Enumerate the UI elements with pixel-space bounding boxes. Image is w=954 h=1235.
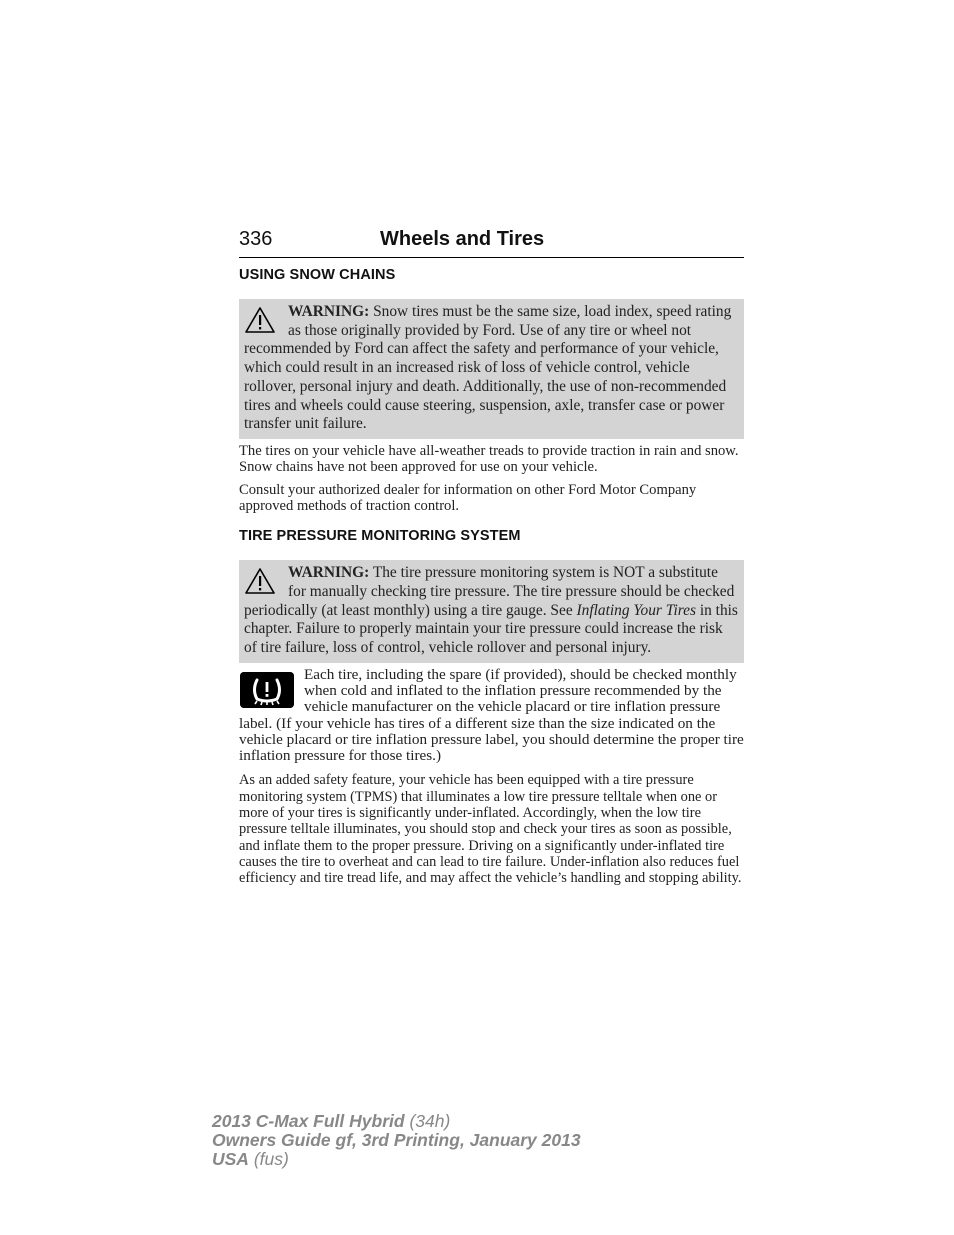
chapter-title: Wheels and Tires bbox=[380, 228, 545, 250]
page-number: 336 bbox=[239, 228, 273, 250]
warning-text-part-1: The tire pressure monitoring system is NOT a substitute for manually checking tire pressure. The tire pressure should be checked periodically (at least monthly) using a tire gauge. See bbox=[244, 564, 735, 619]
footer-market-code: (fus) bbox=[253, 1149, 289, 1169]
footer-model: 2013 C-Max Full Hybrid bbox=[212, 1111, 405, 1131]
snow-chains-paragraph-2: Consult your authorized dealer for information on other Ford Motor Company approved methods of traction control. bbox=[239, 481, 697, 514]
warning-text-part-2: in this chapter. Failure to properly maintain your tire pressure could increase the risk of tire failure, loss of control, vehicle rollover and personal injury. bbox=[244, 601, 738, 656]
snow-chains-paragraph-1: The tires on your vehicle have all-weather treads to provide traction in rain and snow. Snow chains have not been approved for use on your vehicle. bbox=[239, 442, 739, 476]
warning-label: WARNING: bbox=[288, 564, 370, 582]
manual-page bbox=[239, 228, 744, 886]
tpms-paragraph-2: As an added safety feature, your vehicle has been equipped with a tire pressure monitoring system (TPMS) that illuminates a low tire pressure telltale when one or more of your tires is significantly under-inflated. Accordingly, when the low tire pressure telltale illuminates, you should stop and check your tires as soon as possible, and inflate them to the proper pressure. Driving on a significantly under-inflated tire causes the tire to overheat and can lead to tire failure. Under-inflation also reduces fuel efficiency and tire tread life, and may affect the vehicle’s handling and stopping ability. bbox=[239, 772, 742, 887]
warning-triangle-icon bbox=[244, 567, 276, 595]
tpms-paragraph-block bbox=[239, 667, 744, 765]
tire-pressure-warning-icon bbox=[240, 672, 294, 708]
page-header bbox=[239, 228, 744, 258]
warning-box-snow-chains bbox=[239, 299, 744, 439]
footer-edition: Owners Guide gf, 3rd Printing, January 2013 bbox=[212, 1130, 581, 1150]
footer-line-1 bbox=[212, 1112, 581, 1131]
section-heading-tpms: TIRE PRESSURE MONITORING SYSTEM bbox=[239, 528, 521, 545]
footer-line-2 bbox=[212, 1131, 581, 1150]
footer-market: USA bbox=[212, 1149, 249, 1169]
warning-label: WARNING: bbox=[288, 303, 370, 320]
section-heading-snow-chains: USING SNOW CHAINS bbox=[239, 267, 396, 283]
warning-triangle-icon bbox=[244, 306, 276, 334]
tpms-paragraph-1: Each tire, including the spare (if provided), should be checked monthly when cold and inflated to the inflation pressure recommended by the vehicle manufacturer on the vehicle placard or tire inflation pressure label. (If your vehicle has tires of a different size than the size indicated on the vehicle placard or tire inflation pressure label, you should determine the proper tire inflation pressure for those tires.) bbox=[239, 665, 744, 765]
footer-model-code: (34h) bbox=[409, 1111, 451, 1131]
warning-text: Snow tires must be the same size, load index, speed rating as those originally provided by Ford. Use of any tire or wheel not recommended by Ford can affect the safety and performance of your vehicle, which could result in an increased risk of loss of vehicle control, vehicle rollover, personal injury and death. Additionally, the use of non-recommended tires and wheels could cause steering, suspension, axle, transfer case or power transfer unit failure. bbox=[244, 303, 732, 433]
page-footer bbox=[212, 1112, 581, 1169]
warning-cross-reference: Inflating Your Tires bbox=[576, 601, 696, 619]
warning-box-tpms bbox=[239, 560, 744, 663]
footer-line-3 bbox=[212, 1150, 581, 1169]
